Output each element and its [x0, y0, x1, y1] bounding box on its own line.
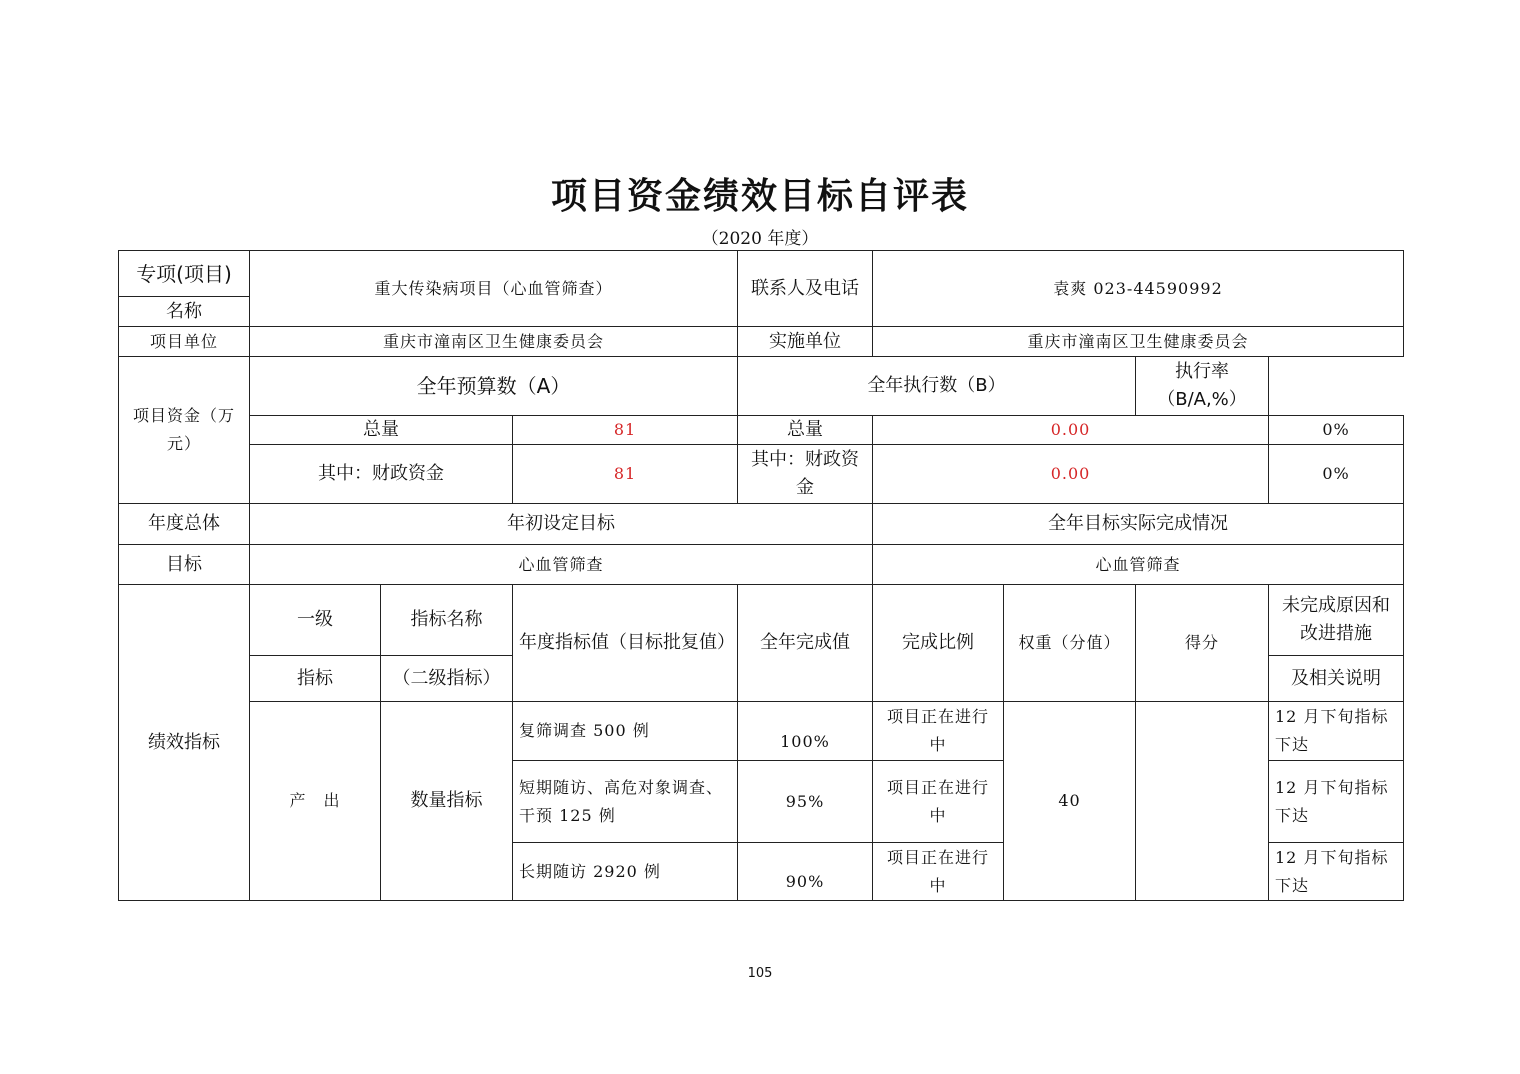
evaluation-table: [118, 250, 1404, 901]
total-exec: 0.00: [873, 416, 1269, 445]
unit-label: 项目单位: [119, 327, 250, 357]
impl-value: 重庆市潼南区卫生健康委员会: [873, 327, 1404, 357]
total-label: 总量: [250, 416, 513, 445]
perf-h-reason-a: 未完成原因和改进措施: [1269, 585, 1404, 656]
contact-label: 联系人及电话: [738, 251, 873, 327]
fiscal-budget: 81: [513, 445, 738, 504]
fiscal-exec: 0.00: [873, 445, 1269, 504]
perf-row-complete: 100%: [738, 702, 873, 761]
fiscal-label: 其中：财政资金: [250, 445, 513, 504]
exec-header: 全年执行数（B）: [738, 357, 1136, 416]
perf-score: [1136, 702, 1269, 901]
rate-header: 执行率（B/A,%）: [1136, 357, 1269, 416]
goals-actual-header: 全年目标实际完成情况: [873, 504, 1404, 545]
perf-h-name-a: 指标名称: [381, 585, 513, 656]
perf-h-reason-b: 及相关说明: [1269, 656, 1404, 702]
perf-row-ratio: 项目正在进行中: [873, 761, 1004, 843]
fiscal-rate: 0%: [1269, 445, 1404, 504]
project-name-label-a: 专项(项目): [119, 251, 250, 297]
total-exec-label: 总量: [738, 416, 873, 445]
goals-set-value: 心血管筛查: [250, 545, 873, 585]
project-name-value: 重大传染病项目（心血管筛查）: [250, 251, 738, 327]
perf-row-reason: 12 月下旬指标下达: [1269, 702, 1404, 761]
perf-row-ratio: 项目正在进行中: [873, 843, 1004, 901]
perf-level1: 产 出: [250, 702, 381, 901]
perf-h-level1-a: 一级: [250, 585, 381, 656]
perf-row-ratio: 项目正在进行中: [873, 702, 1004, 761]
budget-header: 全年预算数（A）: [250, 357, 738, 416]
perf-row-target: 复筛调查 500 例: [513, 702, 738, 761]
total-budget: 81: [513, 416, 738, 445]
perf-row-target: 短期随访、高危对象调查、干预 125 例: [513, 761, 738, 843]
impl-label: 实施单位: [738, 327, 873, 357]
page-number: 105: [747, 966, 773, 981]
goals-label-a: 年度总体: [119, 504, 250, 545]
total-rate: 0%: [1269, 416, 1404, 445]
perf-h-name-b: （二级指标）: [381, 656, 513, 702]
perf-label: 绩效指标: [119, 585, 250, 901]
funds-label: 项目资金（万元）: [119, 357, 250, 504]
perf-h-target: 年度指标值（目标批复值）: [513, 585, 738, 702]
year-subtitle: （2020 年度）: [701, 229, 819, 249]
perf-row-complete: 90%: [738, 843, 873, 901]
perf-row-target: 长期随访 2920 例: [513, 843, 738, 901]
perf-row-complete: 95%: [738, 761, 873, 843]
perf-level2: 数量指标: [381, 702, 513, 901]
perf-h-ratio: 完成比例: [873, 585, 1004, 702]
perf-h-level1-b: 指标: [250, 656, 381, 702]
goals-set-header: 年初设定目标: [250, 504, 873, 545]
project-name-label-b: 名称: [119, 297, 250, 327]
unit-value: 重庆市潼南区卫生健康委员会: [250, 327, 738, 357]
perf-row-reason: 12 月下旬指标下达: [1269, 843, 1404, 901]
goals-label-b: 目标: [119, 545, 250, 585]
page-title: 项目资金绩效目标自评表: [550, 175, 969, 217]
fiscal-exec-label: 其中：财政资金: [738, 445, 873, 504]
perf-weight: 40: [1004, 702, 1136, 901]
perf-h-weight: 权重（分值）: [1004, 585, 1136, 702]
contact-value: 袁爽 023-44590992: [873, 251, 1404, 327]
perf-row-reason: 12 月下旬指标下达: [1269, 761, 1404, 843]
perf-h-score: 得分: [1136, 585, 1269, 702]
perf-h-complete: 全年完成值: [738, 585, 873, 702]
goals-actual-value: 心血管筛查: [873, 545, 1404, 585]
